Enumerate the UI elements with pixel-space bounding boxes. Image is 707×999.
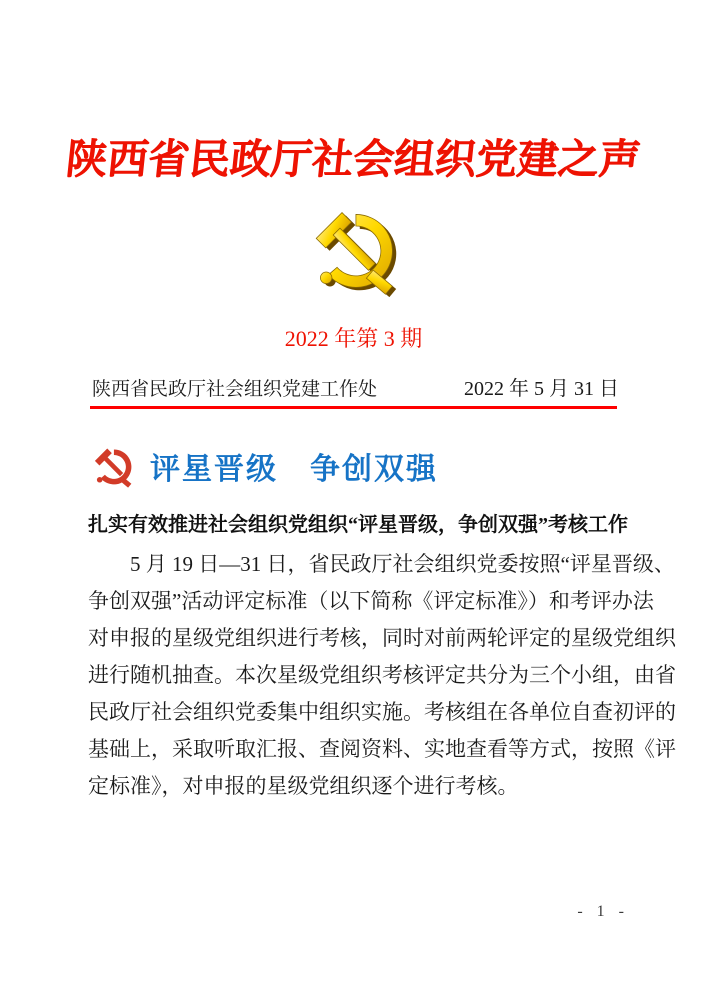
body-line: 基础上，采取听取汇报、查阅资料、实地查看等方式，按照《评: [88, 737, 676, 761]
body-line: 进行随机抽查。本次星级党组织考核评定共分为三个小组，由省: [88, 663, 676, 687]
body-line: 5 月 19 日—31 日，省民政厅社会组织党委按照“评星晋级、: [130, 552, 675, 576]
masthead-department: 陕西省民政厅社会组织党建工作处: [92, 379, 378, 400]
party-emblem-red-icon: [88, 443, 138, 489]
page-number: - 1 -: [577, 903, 629, 920]
section-header: [88, 443, 438, 489]
masthead-date: 2022 年 5 月 31 日: [464, 378, 619, 400]
issue-number: 2022 年第 3 期: [284, 326, 423, 351]
section-title: 评星晋级 争创双强: [150, 453, 438, 486]
newsletter-title: 陕西省民政厅社会组织党建之声: [63, 136, 643, 182]
red-divider-rule: [90, 406, 617, 409]
article-body: [88, 546, 676, 805]
body-line: 民政厅社会组织党委集中组织实施。考核组在各单位自查初评的: [88, 700, 676, 724]
masthead-row: [92, 372, 619, 401]
body-line: 定标准》，对申报的星级党组织逐个进行考核。: [88, 774, 519, 798]
body-line: 对申报的星级党组织进行考核，同时对前两轮评定的星级党组织: [88, 626, 676, 650]
body-line: 争创双强”活动评定标准（以下简称《评定标准》）和考评办法: [88, 589, 654, 613]
party-emblem-gold-icon: [302, 201, 406, 297]
article-headline: 扎实有效推进社会组织党组织“评星晋级，争创双强”考核工作: [88, 514, 628, 536]
